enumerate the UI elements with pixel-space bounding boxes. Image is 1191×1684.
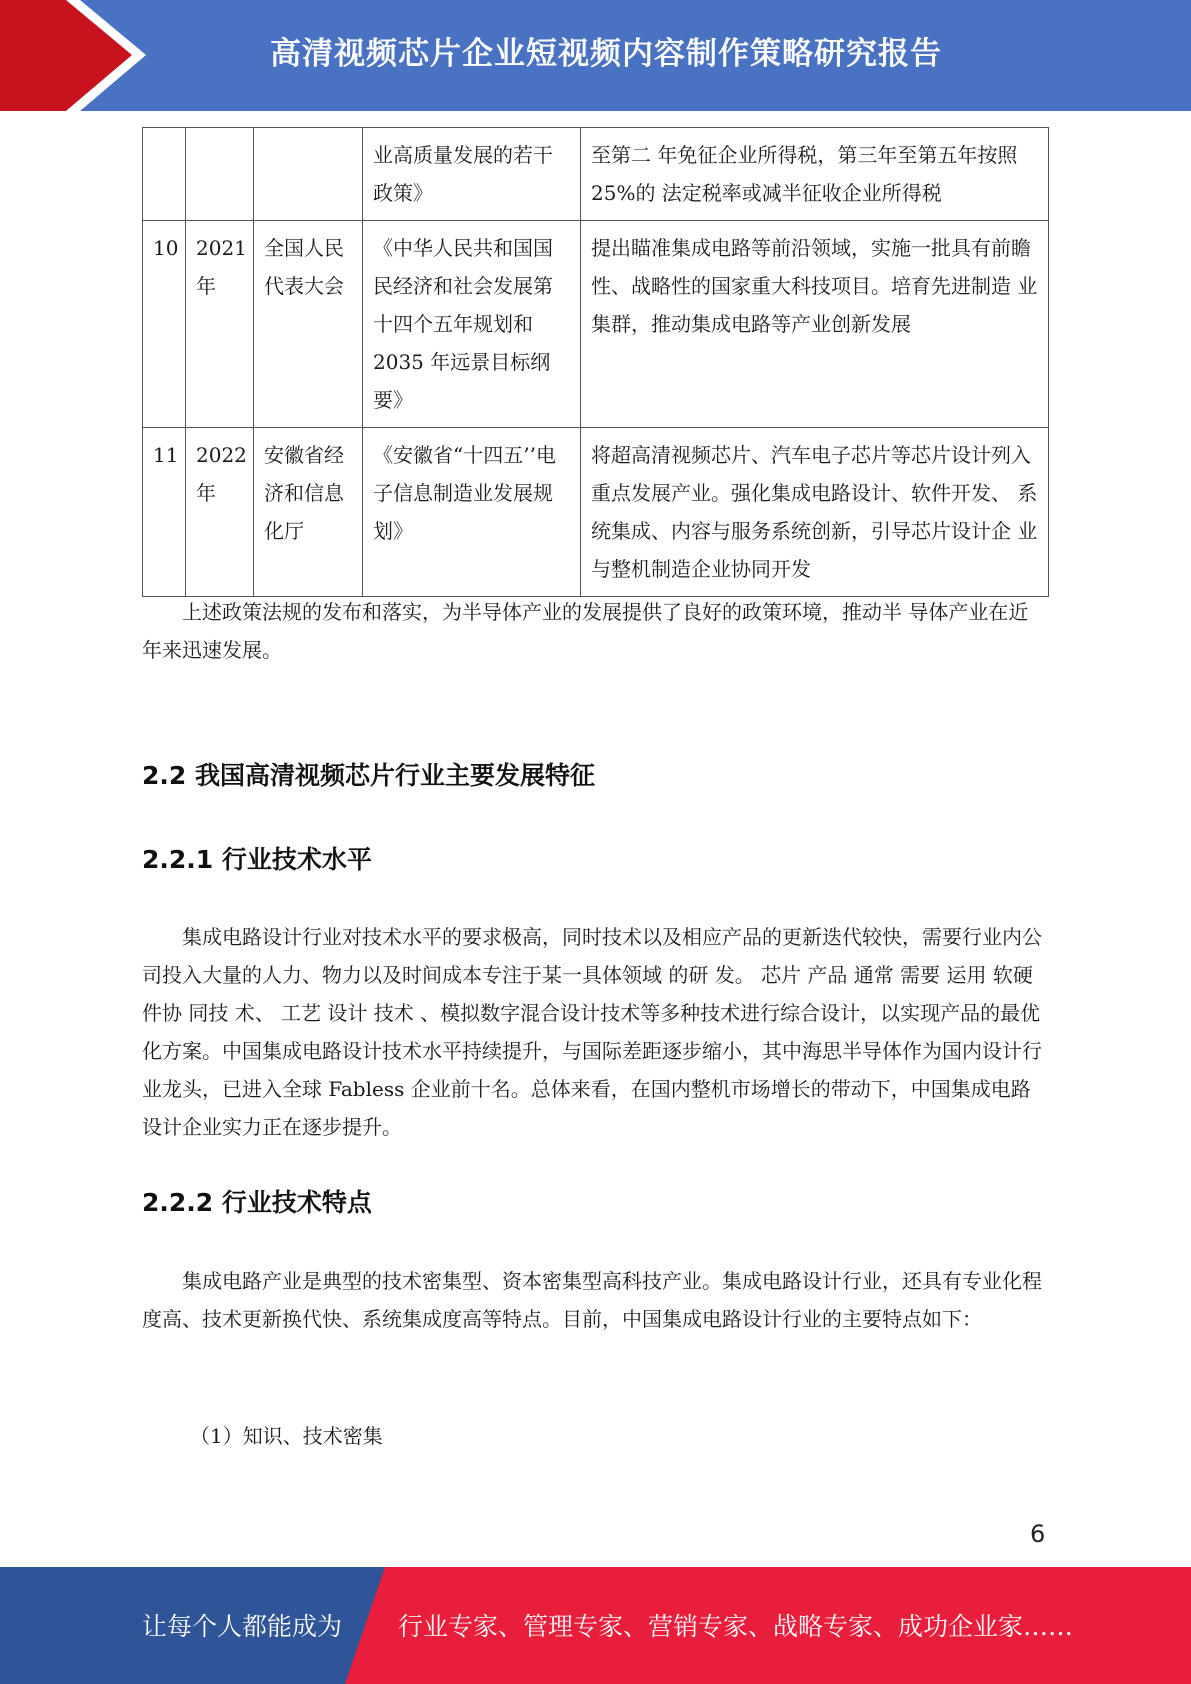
section-heading: 2.2 我国高清视频芯片行业主要发展特征 <box>142 761 595 790</box>
cell-year: 2021年 <box>186 221 254 428</box>
list-item-knowledge-intensive: （1）知识、技术密集 <box>190 1424 383 1448</box>
footer-slogan-right: 行业专家、管理专家、营销专家、战略专家、成功企业家…… <box>398 1612 1074 1641</box>
paragraph-tech-level: 集成电路设计行业对技术水平的要求极高，同时技术以及相应产品的更新迭代较快，需要行业内公司投入大量的人力、物力以及时间成本专注于某一具体领域 的研 发。 芯片 产品 通常 需要 运用 软硬 件协 同技 术、 工艺 设计 技术 、模拟数字混合设计技术等多种技术进行综合设计，以实现产品的最优化方案。中国集成电路设计技术水平持续提升，与国际差距逐步缩小，其中海思半导体作为国内设计行业龙头，已进入全球 Fabless 企业前十名。总体来看，在国内整机市场增长的带动下，中国集成电路设计企业实力正在逐步提升。 <box>142 925 1042 1139</box>
cell-number <box>143 128 186 221</box>
cell-content: 将超高清视频芯片、汽车电子芯片等芯片设计列入重点发展产业。强化集成电路设计、软件开发、 系统集成、内容与服务系统创新，引导芯片设计企 业与整机制造企业协同开发 <box>581 428 1049 597</box>
paragraph-tech-features: 集成电路产业是典型的技术密集型、资本密集型高科技产业。集成电路设计行业，还具有专业化程度高、技术更新换代快、系统集成度高等特点。目前，中国集成电路设计行业的主要特点如下： <box>142 1269 1042 1331</box>
cell-document: 《安徽省“十四五’’电子信息制造业发展规划》 <box>363 428 581 597</box>
cell-year: 2022年 <box>186 428 254 597</box>
table-row <box>143 128 1049 221</box>
cell-content: 至第二 年免征企业所得税，第三年至第五年按照 25%的 法定税率或减半征收企业所得税 <box>581 128 1049 221</box>
cell-number: 10 <box>143 221 186 428</box>
subsection-heading-tech-level: 2.2.1 行业技术水平 <box>142 845 372 874</box>
cell-year <box>186 128 254 221</box>
page-number: 6 <box>1030 1520 1046 1548</box>
header-chevron-decoration <box>0 0 170 111</box>
cell-document: 《中华人民共和国国民经济和社会发展第十四个五年规划和 2035 年远景目标纲要》 <box>363 221 581 428</box>
paragraph-policy-summary: 上述政策法规的发布和落实，为半导体产业的发展提供了良好的政策环境，推动半 导体产业在近年来迅速发展。 <box>142 600 1029 662</box>
cell-department: 安徽省经济和信息化厅 <box>254 428 363 597</box>
report-title: 高清视频芯片企业短视频内容制作策略研究报告 <box>270 36 942 72</box>
table-row <box>143 221 1049 428</box>
policy-table <box>142 127 1049 597</box>
footer-slogan-left: 让每个人都能成为 <box>142 1612 343 1641</box>
subsection-heading-tech-features: 2.2.2 行业技术特点 <box>142 1188 372 1217</box>
page-footer <box>0 1567 1191 1684</box>
cell-department <box>254 128 363 221</box>
cell-content: 提出瞄准集成电路等前沿领域，实施一批具有前瞻性、战略性的国家重大科技项目。培育先进制造 业集群，推动集成电路等产业创新发展 <box>581 221 1049 428</box>
page-header <box>0 0 1191 111</box>
cell-document: 业高质量发展的若干政策》 <box>363 128 581 221</box>
cell-department: 全国人民代表大会 <box>254 221 363 428</box>
table-row <box>143 428 1049 597</box>
cell-number: 11 <box>143 428 186 597</box>
